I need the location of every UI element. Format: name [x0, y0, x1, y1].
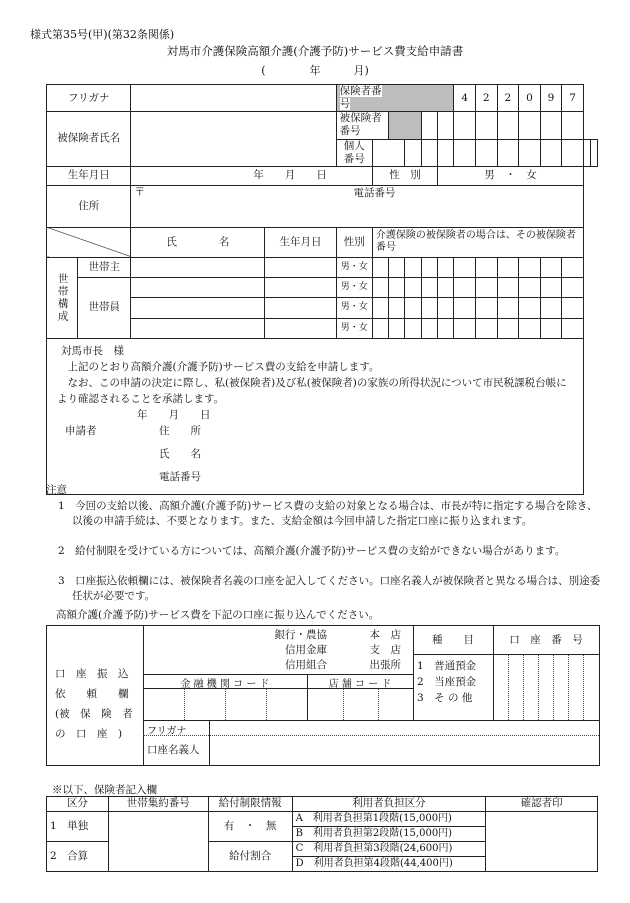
bank-type-list: 銀行・農協 信用金庫 信用組合 [274, 629, 327, 671]
account-kind-options[interactable]: 1 普通預金 2 当座預金 3 そ の 他 [417, 660, 477, 704]
furigana-input[interactable] [131, 85, 336, 112]
bank-box [46, 625, 600, 766]
burden-b[interactable]: B 利用者負担第2段階(15,000円) [292, 827, 486, 842]
restriction-header: 給付制限情報 [208, 797, 292, 812]
member-sex-option[interactable]: 男・女 [336, 278, 372, 298]
member-birth-input[interactable] [265, 298, 336, 318]
member-birth-input[interactable] [265, 278, 336, 298]
benefit-ratio[interactable]: 給付割合 [208, 842, 292, 872]
applicant-table [46, 84, 598, 495]
declaration-line1: 上記のとおり高額介護(介護予防)サービス費の支給を申請します。 [67, 360, 380, 373]
insurer-heading: ※以下、保険者記入欄 [52, 784, 157, 796]
insurer-table [46, 796, 598, 872]
col-sex-header: 性別 [336, 227, 372, 257]
burden-d[interactable]: D 利用者負担第4段階(44,400円) [292, 857, 486, 872]
burden-a[interactable]: A 利用者負担第1段階(15,000円) [292, 812, 486, 827]
kubun-header: 区分 [47, 797, 109, 812]
branch-code-label: 店 舗 コ ー ド [328, 679, 392, 690]
applicant-phone-label: 電話番号 [159, 470, 201, 483]
sex-options[interactable]: 男 ・ 女 [438, 166, 584, 185]
declaration-box [47, 338, 584, 494]
insured-no-label: 被保険者番号 [336, 112, 389, 139]
confirm-seal-cell[interactable] [486, 812, 598, 872]
declaration-date[interactable]: 年 月 日 [137, 408, 211, 421]
member-birth-input[interactable] [265, 257, 336, 277]
insurer-digit: 4 [454, 85, 476, 112]
insured-name-label: 被保険者氏名 [47, 112, 131, 167]
diagonal-cell [47, 227, 131, 257]
form-title: 対馬市介護保険高額介護(介護予防)サービス費支給申請書 [166, 44, 464, 58]
member-name-input[interactable] [131, 257, 265, 277]
household-label: 世帯構成 [47, 258, 78, 338]
kubun-combined[interactable]: 2 合算 [47, 842, 109, 872]
applicant-name-label: 氏 名 [159, 447, 201, 460]
address-field[interactable] [131, 185, 584, 227]
member-sex-option[interactable]: 男・女 [336, 298, 372, 318]
applicant-address-label: 住 所 [159, 424, 201, 437]
holder-name-input[interactable] [210, 736, 599, 765]
insured-name-input[interactable] [131, 112, 336, 167]
household-head-label: 世帯主 [78, 258, 130, 278]
furigana-label: フリガナ [47, 85, 131, 112]
burden-c[interactable]: C 利用者負担第3段階(24,600円) [292, 842, 486, 857]
fin-code-label: 金 融 機 関 コ ー ド [180, 679, 270, 690]
birth-date-field[interactable]: 年 月 日 [131, 166, 372, 185]
member-sex-option[interactable]: 男・女 [336, 318, 372, 338]
insured-no-cell[interactable] [421, 112, 437, 139]
insurer-no-label: 保険者番号 [336, 85, 389, 112]
sex-label: 性 別 [372, 166, 437, 185]
bank-left-label: 口 座 振 込 依 頼 欄 (被 保 険 者 の 口 座 ) [55, 668, 133, 740]
branch-code-input[interactable] [308, 689, 413, 719]
household-member-label: 世帯員 [88, 301, 120, 314]
member-name-input[interactable] [131, 318, 265, 338]
type-label: 種 目 [432, 634, 474, 646]
personal-no-label: 個人番号 [336, 139, 372, 166]
holder-furigana-input[interactable] [210, 721, 599, 735]
member-name-input[interactable] [131, 278, 265, 298]
postal-mark: 〒 [134, 185, 145, 198]
insurer-digit: 9 [540, 85, 562, 112]
birth-label: 生年月日 [47, 166, 131, 185]
household-no-header: 世帯集約番号 [108, 797, 208, 812]
addressee: 対馬市長 様 [61, 344, 124, 357]
col-birth-header: 生年月日 [265, 227, 336, 257]
personal-no-cell[interactable] [372, 139, 405, 166]
col-insured-note: 介護保険の被保険者の場合は、その被保険者番号 [372, 227, 583, 257]
notes-heading: 注意 [46, 484, 67, 496]
insurer-digit: 2 [497, 85, 519, 112]
declaration-line2: なお、この申請の決定に際し、私(被保険者)及び私(被保険者)の家族の所得状況について市民税課税台帳により確認されることを承諾します。 [57, 376, 567, 405]
insurer-digit: 0 [519, 85, 541, 112]
address-label: 住所 [47, 185, 131, 227]
col-name-header: 氏 名 [131, 227, 265, 257]
branch-type-list: 本 店 支 店 出張所 [369, 629, 401, 671]
member-birth-input[interactable] [265, 318, 336, 338]
date-line: ( 年 月) [261, 64, 369, 77]
account-no-input[interactable] [494, 655, 599, 720]
note-2: 2 給付制限を受けている方については、高額介護(介護予防)サービス費の支給ができない場合があります。 [58, 545, 566, 557]
fin-code-input[interactable] [143, 689, 307, 719]
note-3: 3 口座振込依頼欄には、被保険者名義の口座を記入してください。口座名義人が被保険者と異なる場合は、別途委任状が必要です。 [58, 575, 601, 602]
member-sex-option[interactable]: 男・女 [336, 257, 372, 277]
insurer-digit: 2 [475, 85, 497, 112]
phone-label: 電話番号 [353, 186, 396, 199]
burden-header: 利用者負担区分 [292, 797, 486, 812]
kubun-single[interactable]: 1 単独 [47, 812, 109, 842]
form-number: 様式第35号(甲)(第32条関係) [30, 28, 175, 41]
confirm-seal-header: 確認者印 [486, 797, 598, 812]
member-name-input[interactable] [131, 298, 265, 318]
restriction-options[interactable]: 有 ・ 無 [208, 812, 292, 842]
account-no-label: 口 座 番 号 [509, 634, 583, 646]
transfer-line: 高額介護(介護予防)サービス費を下記の口座に振り込んでください。 [56, 609, 380, 621]
holder-furigana-label: フリガナ [147, 726, 187, 737]
applicant-label: 申請者 [65, 424, 97, 437]
holder-label: 口座名義人 [147, 744, 200, 756]
household-no-input[interactable] [108, 812, 208, 872]
insurer-digit: 7 [562, 85, 584, 112]
note-1: 1 今回の支給以後、高額介護(介護予防)サービス費の支給の対象となる場合は、市長が特に指定する場合を除き、以後の申請手続は、不要となります。また、支給金額は今回申請した指定口座に振り込まれます。 [58, 500, 598, 527]
